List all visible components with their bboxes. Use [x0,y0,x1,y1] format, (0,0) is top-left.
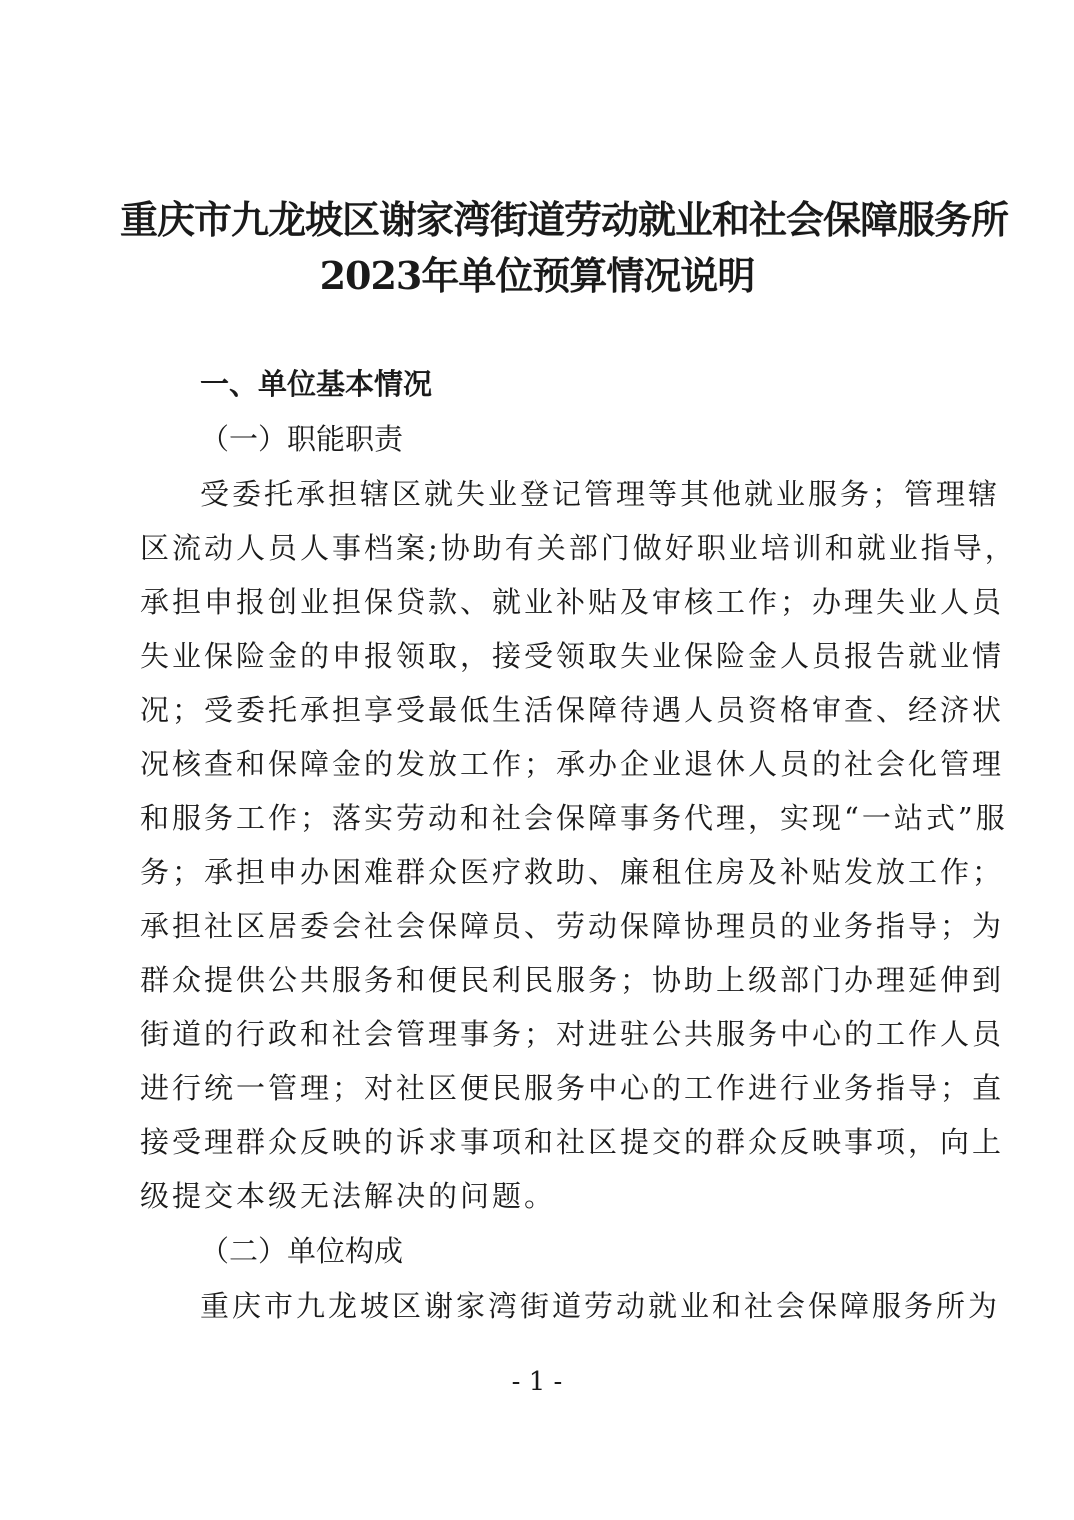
document-title-line-1: 重庆市九龙坡区谢家湾街道劳动就业和社会保障服务所 [120,197,1009,242]
page-number: - 1 - [511,1367,563,1397]
paragraph-line: 群众提供公共服务和便民利民服务；协助上级部门办理延伸到 [140,963,1005,997]
paragraph-line: 进行统一管理；对社区便民服务中心的工作进行业务指导；直 [140,1071,1005,1105]
subsection-heading-functions: （一）职能职责 [200,422,404,456]
paragraph-line: 务；承担申办困难群众医疗救助、廉租住房及补贴发放工作； [140,855,1005,889]
section-heading-basic-info: 一、单位基本情况 [200,367,433,401]
paragraph-line: 况核查和保障金的发放工作；承办企业退休人员的社会化管理 [140,747,1005,781]
paragraph-composition [140,1279,1001,1333]
document-title-line-2: 2023年单位预算情况说明 [319,253,755,298]
subsection-heading-composition: （二）单位构成 [200,1234,404,1268]
paragraph-line: 重庆市九龙坡区谢家湾街道劳动就业和社会保障服务所为 [200,1289,1001,1323]
paragraph-line: 接受理群众反映的诉求事项和社区提交的群众反映事项，向上 [140,1125,1005,1159]
paragraph-functions [140,467,1017,1223]
paragraph-line: 况；受委托承担享受最低生活保障待遇人员资格审查、经济状 [140,693,1005,727]
paragraph-line: 承担社区居委会社会保障员、劳动保障协理员的业务指导；为 [140,909,1005,943]
paragraph-line: 级提交本级无法解决的问题。 [140,1179,557,1213]
paragraph-line: 和服务工作；落实劳动和社会保障事务代理，实现“一站式”服 [140,801,1008,835]
paragraph-line: 街道的行政和社会管理事务；对进驻公共服务中心的工作人员 [140,1017,1005,1051]
paragraph-line: 区流动人员人事档案;协助有关部门做好职业培训和就业指导， [140,531,1017,565]
paragraph-line: 承担申报创业担保贷款、就业补贴及审核工作；办理失业人员 [140,585,1005,619]
paragraph-line: 受委托承担辖区就失业登记管理等其他就业服务；管理辖 [200,477,1001,511]
paragraph-line: 失业保险金的申报领取，接受领取失业保险金人员报告就业情 [140,639,1005,673]
